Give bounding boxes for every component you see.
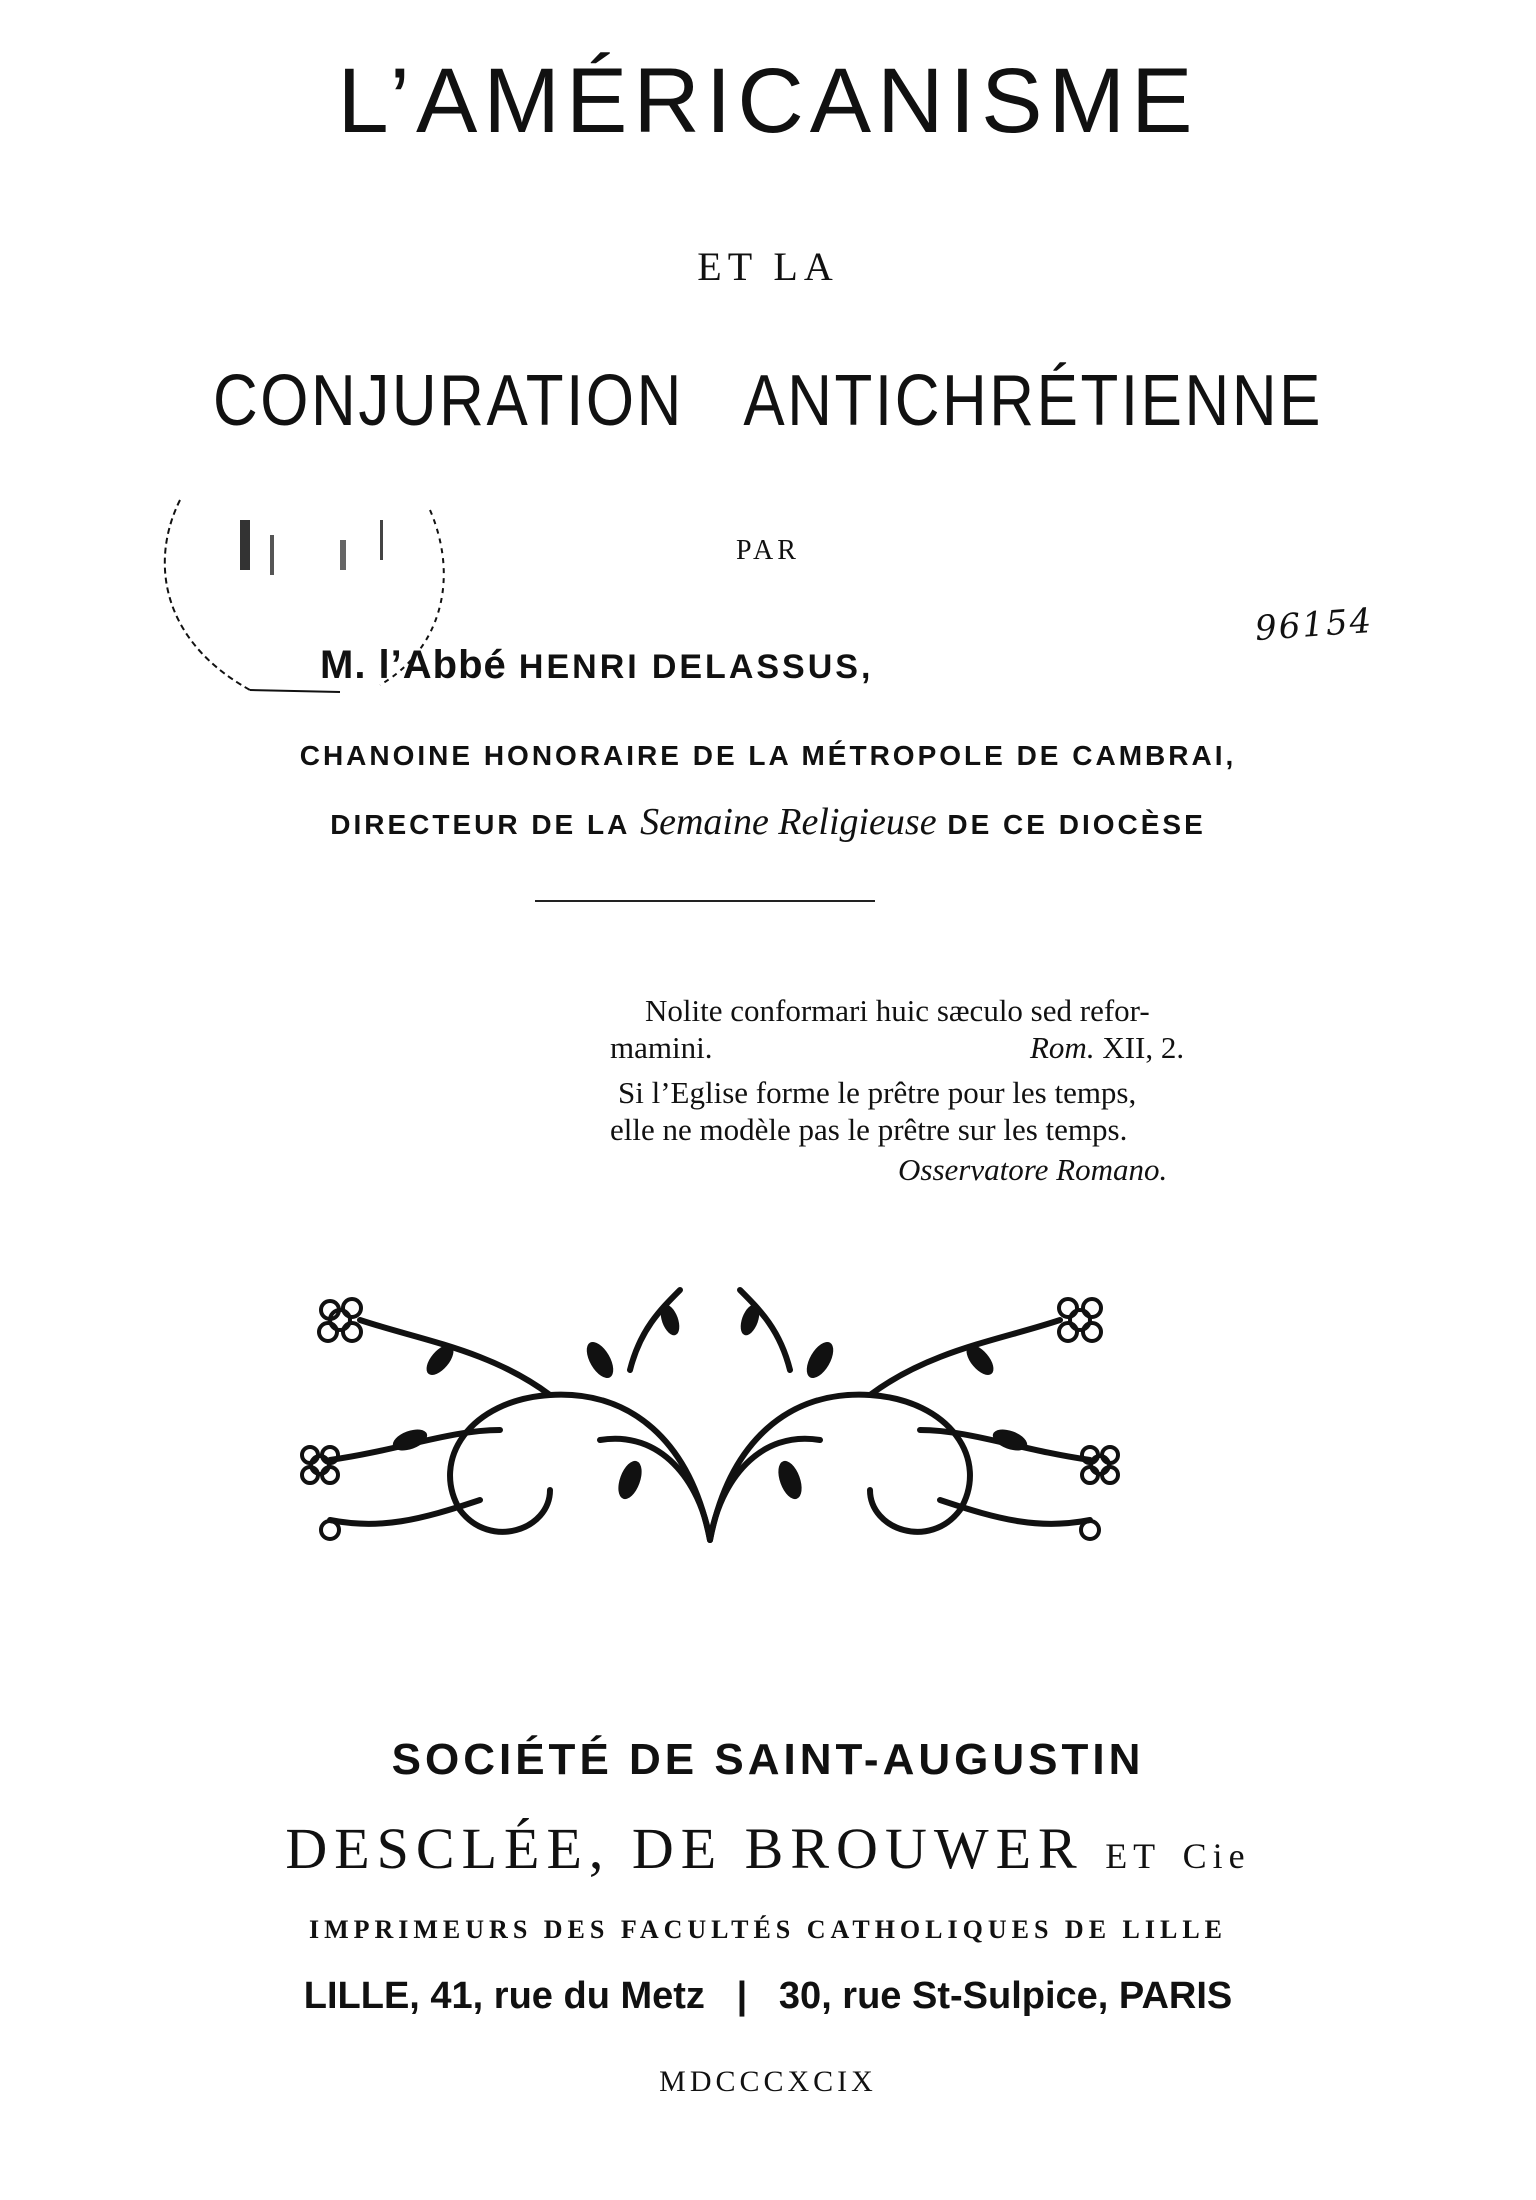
credential-prefix: DIRECTEUR DE LA xyxy=(330,809,630,840)
publisher-name-main: DESCLÉE, DE BROUWER xyxy=(285,1816,1084,1881)
author-prefix: M. l’Abbé xyxy=(320,643,507,687)
address-lille: LILLE, 41, rue du Metz xyxy=(303,1975,705,2017)
epigraph-line-4: elle ne modèle pas le prêtre sur les temps. xyxy=(610,1112,1128,1147)
publisher-address xyxy=(0,1975,1536,2018)
author-first-name: HENRI xyxy=(518,648,640,686)
title-word-antichretienne: ANTICHRÉTIENNE xyxy=(743,361,1324,441)
title-line-1: L’AMÉRICANISME xyxy=(337,50,1199,152)
publisher-name-et: ET xyxy=(1105,1836,1162,1876)
publisher-printers: IMPRIMEURS DES FACULTÉS CATHOLIQUES DE LILLE xyxy=(308,1915,1228,1944)
by-line: PAR xyxy=(736,535,800,566)
epigraph-line-1: Nolite conformari huic sæculo sed refor- xyxy=(645,993,1150,1028)
epigraph-line-3: Si l’Eglise forme le prêtre pour les temps, xyxy=(618,1075,1137,1110)
floral-ornament xyxy=(300,1280,1120,1585)
publisher-name xyxy=(0,1815,1536,1882)
credential-journal: Semaine Religieuse xyxy=(640,801,937,843)
credential-suffix: DE CE DIOCÈSE xyxy=(947,809,1206,840)
title-word-conjuration: CONJURATION xyxy=(212,361,684,441)
publication-year: MDCCCXCIX xyxy=(659,2065,877,2098)
epigraph-ref-book: Rom. xyxy=(1030,1030,1095,1065)
author-line xyxy=(320,643,873,688)
address-separator: | xyxy=(736,1975,748,2017)
epigraph-line-2-text: mamini. xyxy=(610,1030,713,1065)
credential-line-1: CHANOINE HONORAIRE DE LA MÉTROPOLE DE CAMBRAI, xyxy=(299,740,1237,771)
credential-line-2 xyxy=(0,800,1536,844)
title-line-2: ET LA xyxy=(697,244,839,289)
publisher-name-cie: Cie xyxy=(1182,1836,1251,1876)
divider-rule xyxy=(535,900,875,902)
epigraph-ref-chapter: XII, 2. xyxy=(1102,1030,1185,1065)
publisher-society: SOCIÉTÉ DE SAINT-AUGUSTIN xyxy=(391,1735,1145,1784)
epigraph-source: Osservatore Romano. xyxy=(898,1152,1168,1187)
title-line-3 xyxy=(108,360,1429,442)
handwritten-shelfmark: 96154 xyxy=(1253,600,1375,650)
address-paris: 30, rue St-Sulpice, PARIS xyxy=(778,1975,1233,2017)
epigraph-line-2-ref xyxy=(1030,1030,1184,1066)
author-last-name: DELASSUS, xyxy=(651,648,874,686)
